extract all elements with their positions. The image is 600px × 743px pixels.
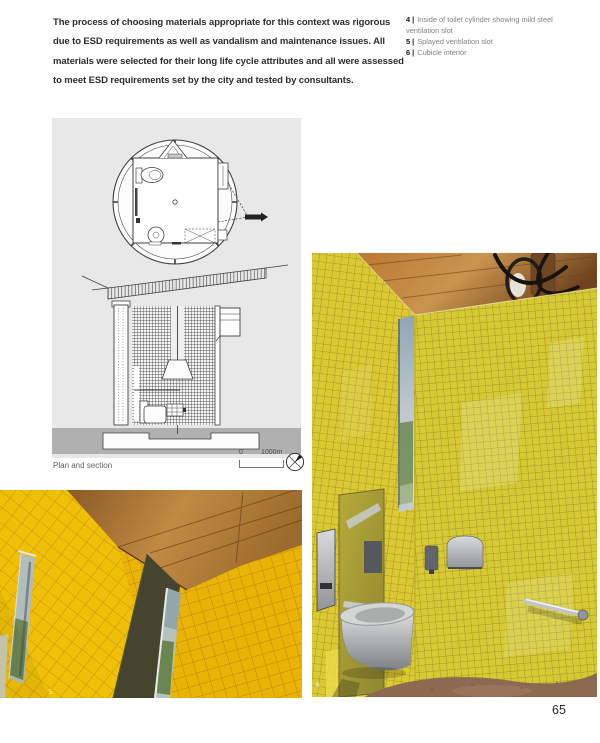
soap-dispenser xyxy=(425,546,438,574)
page-number: 65 xyxy=(552,703,566,717)
figure-caption-5 xyxy=(406,37,569,48)
paper-towel-dispenser xyxy=(317,529,335,611)
plan-drawing xyxy=(113,140,268,264)
hand-dryer xyxy=(447,536,483,569)
figure-caption-number: 5 | xyxy=(406,36,415,46)
figure-caption-text: Splayed ventilation slot xyxy=(417,36,493,46)
roof xyxy=(108,268,266,299)
section-drawing xyxy=(52,265,301,454)
north-arrow-icon xyxy=(283,450,307,474)
ventilation-slot-window xyxy=(399,315,414,512)
figure-caption-4 xyxy=(406,15,569,36)
photo-cubicle-interior xyxy=(312,253,597,697)
photo-splayed-ventilation-slot xyxy=(0,490,302,698)
plan-and-section-drawing xyxy=(52,118,301,458)
drawing-caption: Plan and section xyxy=(53,461,113,470)
body-paragraph: The process of choosing materials appropriate for this context was rigorous due to ESD requirements as well as vandalism and maintenance issues. All materials were selected for their long life cycle attributes and all were assessed to meet ESD requirements set by the city and tested by consultants. xyxy=(53,17,404,87)
toilet-plan xyxy=(136,168,163,184)
drawing-panel xyxy=(52,118,301,458)
left-column xyxy=(112,301,130,425)
scale-bar-icon xyxy=(239,459,285,469)
figure-caption-number: 6 | xyxy=(406,47,415,57)
equipment-box-section xyxy=(167,404,186,416)
photo-number-label: 6 xyxy=(316,682,320,689)
scale-start-label: 0 xyxy=(239,449,243,456)
scale-end-label: 1000m xyxy=(261,449,283,456)
figure-caption-6 xyxy=(406,48,569,59)
cistern-box xyxy=(216,308,240,341)
figure-caption-text: Cubicle interior xyxy=(417,47,467,57)
figure-caption-number: 4 | xyxy=(406,15,415,24)
figure-caption-text: Inside of toilet cylinder showing mild steel ventilation slot xyxy=(406,15,553,35)
figure-caption-list xyxy=(406,15,569,59)
photo-number-label: 5 xyxy=(49,689,53,696)
